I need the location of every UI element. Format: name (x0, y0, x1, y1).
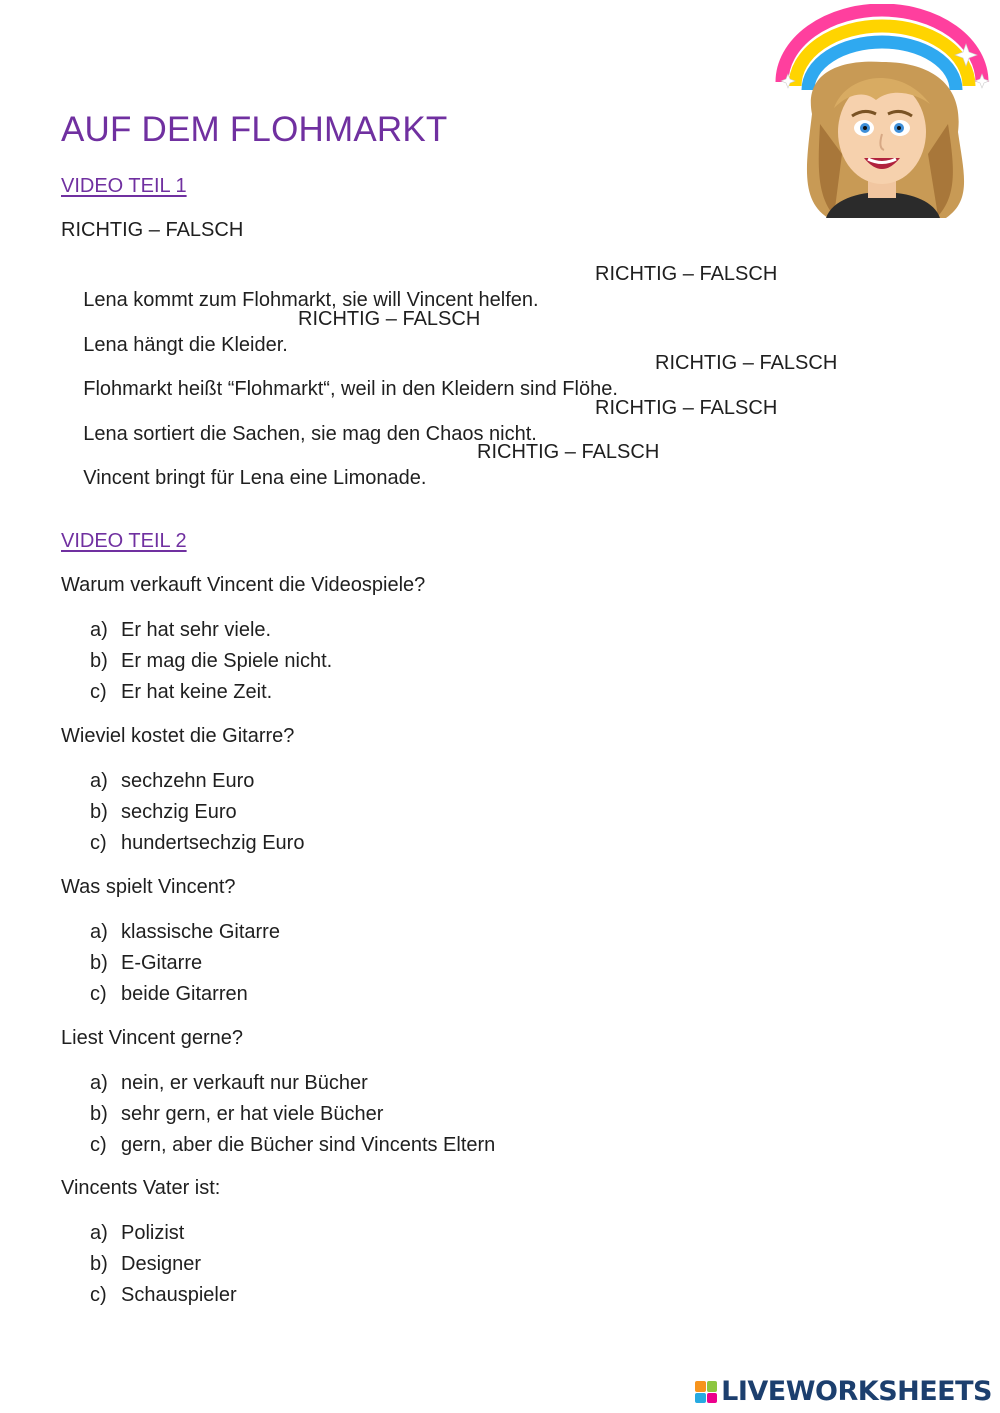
answer-option[interactable] (90, 648, 332, 679)
option-text: Schauspieler (121, 1284, 237, 1306)
true-false-choice[interactable]: RICHTIG – FALSCH (655, 352, 838, 374)
option-text: sechzehn Euro (121, 770, 255, 792)
statement-text: Lena kommt zum Flohmarkt, sie will Vincent helfen. (83, 289, 539, 311)
true-false-choice[interactable]: RICHTIG – FALSCH (595, 397, 778, 419)
option-text: beide Gitarren (121, 983, 248, 1005)
option-text: gern, aber die Bücher sind Vincents Eltern (121, 1134, 496, 1156)
answer-option[interactable] (90, 1282, 237, 1313)
question-text: Wieviel kostet die Gitarre? (61, 725, 295, 747)
page-title: AUF DEM FLOHMARKT (61, 110, 448, 149)
option-letter: c) (90, 983, 107, 1005)
liveworksheets-logo[interactable] (695, 1376, 992, 1407)
statement-text: Vincent bringt für Lena eine Limonade. (83, 467, 427, 489)
true-false-choice[interactable]: RICHTIG – FALSCH (595, 263, 778, 285)
answer-option[interactable] (90, 617, 332, 648)
section-heading-part-2: VIDEO TEIL 2 (61, 530, 187, 552)
true-false-intro: RICHTIG – FALSCH (61, 219, 244, 241)
option-letter: c) (90, 832, 107, 854)
question-text: Vincents Vater ist: (61, 1177, 221, 1199)
answer-option[interactable] (90, 830, 304, 861)
answer-options (90, 768, 304, 861)
option-text: sechzig Euro (121, 801, 237, 823)
option-letter: c) (90, 1284, 107, 1306)
answer-options (90, 617, 332, 710)
answer-option[interactable] (90, 919, 280, 950)
answer-option[interactable] (90, 1132, 495, 1163)
option-text: Polizist (121, 1222, 185, 1244)
true-false-choice[interactable]: RICHTIG – FALSCH (477, 441, 660, 463)
question-text: Warum verkauft Vincent die Videospiele? (61, 574, 426, 596)
option-letter: c) (90, 681, 107, 703)
answer-option[interactable] (90, 679, 332, 710)
answer-option[interactable] (90, 950, 280, 981)
option-text: Designer (121, 1253, 202, 1275)
option-letter: a) (90, 1222, 108, 1244)
option-text: Er hat keine Zeit. (121, 681, 273, 703)
option-letter: b) (90, 1103, 108, 1125)
option-letter: a) (90, 921, 108, 943)
answer-options (90, 1070, 495, 1163)
option-letter: a) (90, 770, 108, 792)
option-letter: b) (90, 952, 108, 974)
answer-option[interactable] (90, 1220, 237, 1251)
question-text: Was spielt Vincent? (61, 876, 236, 898)
answer-option[interactable] (90, 1251, 237, 1282)
answer-options (90, 1220, 237, 1313)
question-text: Liest Vincent gerne? (61, 1027, 243, 1049)
option-text: E-Gitarre (121, 952, 203, 974)
answer-option[interactable] (90, 768, 304, 799)
answer-option[interactable] (90, 1101, 495, 1132)
liveworksheets-wordmark: LIVEWORKSHEETS (721, 1376, 992, 1407)
statement-text: Lena sortiert die Sachen, sie mag den Chaos nicht. (83, 423, 537, 445)
option-text: hundertsechzig Euro (121, 832, 305, 854)
option-text: Er hat sehr viele. (121, 619, 272, 641)
statement-text: Flohmarkt heißt “Flohmarkt“, weil in den Kleidern sind Flöhe. (83, 378, 618, 400)
liveworksheets-logo-icon (695, 1381, 717, 1403)
option-letter: b) (90, 1253, 108, 1275)
option-letter: b) (90, 801, 108, 823)
option-text: sehr gern, er hat viele Bücher (121, 1103, 384, 1125)
option-text: nein, er verkauft nur Bücher (121, 1072, 368, 1094)
answer-option[interactable] (90, 799, 304, 830)
option-letter: c) (90, 1134, 107, 1156)
true-false-choice[interactable]: RICHTIG – FALSCH (298, 308, 481, 330)
option-letter: a) (90, 619, 108, 641)
answer-option[interactable] (90, 1070, 495, 1101)
statement-text: Lena hängt die Kleider. (83, 334, 288, 356)
section-heading-part-1: VIDEO TEIL 1 (61, 175, 187, 197)
option-letter: a) (90, 1072, 108, 1094)
option-letter: b) (90, 650, 108, 672)
answer-option[interactable] (90, 981, 280, 1012)
option-text: Er mag die Spiele nicht. (121, 650, 333, 672)
bitmoji-avatar-with-rainbow-icon (768, 4, 996, 236)
answer-options (90, 919, 280, 1012)
option-text: klassische Gitarre (121, 921, 280, 943)
